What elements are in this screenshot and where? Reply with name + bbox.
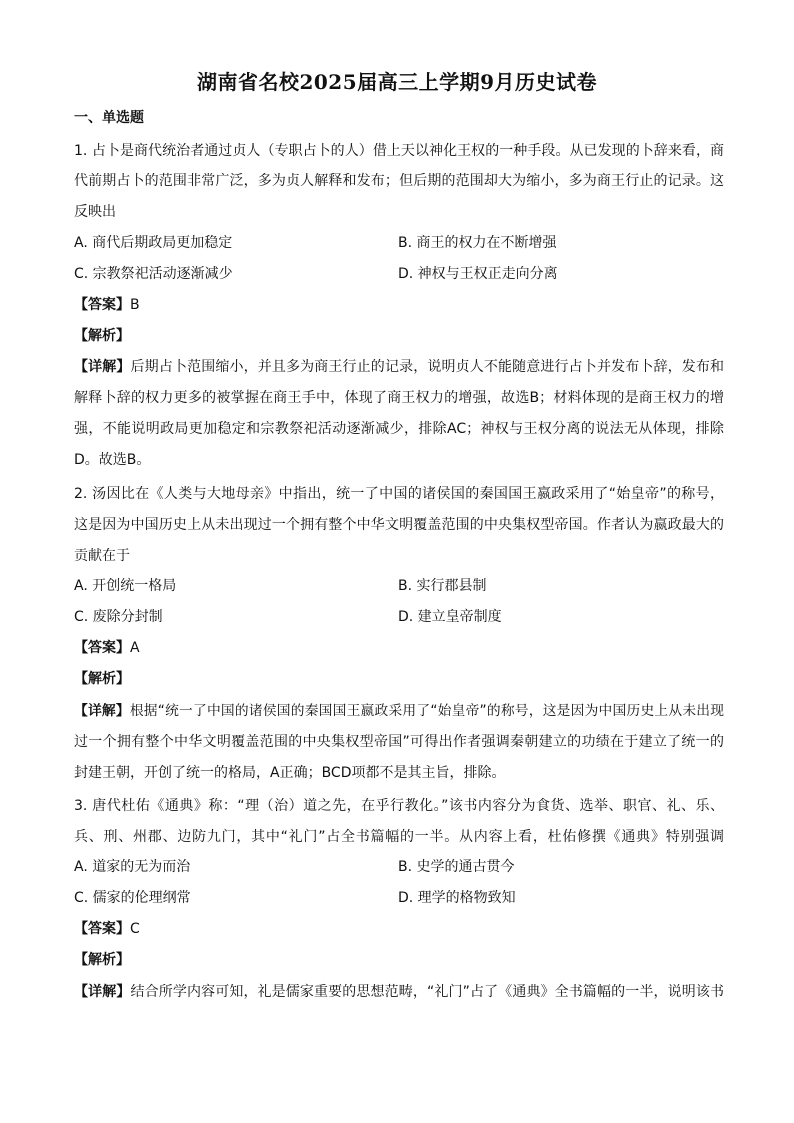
q2-detail-line: 封建王朝，开创了统一的格局，A正确；BCD项都不是其主旨，排除。 [74, 765, 506, 781]
q1-option-d: D. 神权与王权正走向分离 [398, 266, 558, 282]
q3-option-a: A. 道家的无为而治 [74, 859, 191, 875]
q2-option-d: D. 建立皇帝制度 [398, 609, 502, 625]
q2-stem-line: 2. 汤因比在《人类与大地母亲》中指出，统一了中国的诸侯国的秦国国王嬴政采用了“始皇帝”的称号， [74, 486, 724, 502]
q2-detail-line [74, 701, 724, 721]
detail-text: 根据“统一了中国的诸侯国的秦国国王嬴政采用了“始皇帝”的称号，这是因为中国历史上从未出现 [129, 703, 724, 719]
q3-option-d: D. 理学的格物致知 [398, 890, 516, 906]
q3-stem-line: 3. 唐代杜佑《通典》称：“理（治）道之先，在乎行教化。”该书内容分为食货、选举、职官、礼、乐、 [74, 798, 724, 814]
q2-option-a: A. 开创统一格局 [74, 578, 177, 594]
detail-text: 结合所学内容可知，礼是儒家重要的思想范畴，“礼门”占了《通典》全书篇幅的一半，说明该书 [130, 984, 724, 1000]
q2-stem-line: 贡献在于 [74, 548, 130, 564]
q1-detail-line: 强，不能说明政局更加稳定和宗教祭祀活动逐渐减少，排除AC；神权与王权分离的说法无从体现，排除 [74, 421, 724, 437]
q1-detail-line: D。故选B。 [74, 452, 151, 468]
answer-tag: 【答案】 [74, 297, 130, 313]
q3-detail-line [74, 982, 724, 1002]
q2-answer [74, 638, 724, 658]
q3-answer [74, 919, 724, 939]
q1-stem-line: 1. 占卜是商代统治者通过贞人（专职占卜的人）借上天以神化王权的一种手段。从已发现的卜辞来看，商 [74, 143, 724, 159]
q1-analysis-tag: 【解析】 [74, 328, 130, 344]
q1-stem-line: 反映出 [74, 204, 116, 220]
q1-detail-line: 解释卜辞的权力更多的被掌握在商王手中，体现了商王权力的增强，故选B；材料体现的是商王权力的增 [74, 390, 724, 406]
detail-tag: 【详解】 [74, 703, 130, 719]
answer-value: B [130, 297, 140, 313]
q3-stem-line: 兵、刑、州郡、边防九门，其中“礼门”占全书篇幅的一半。从内容上看，杜佑修撰《通典》特别强调 [74, 829, 724, 845]
q3-option-b: B. 史学的通古贯今 [398, 859, 515, 875]
section-heading: 一、单选题 [74, 110, 144, 126]
detail-tag: 【详解】 [74, 359, 131, 375]
q2-option-b: B. 实行郡县制 [398, 578, 487, 594]
q1-option-c: C. 宗教祭祀活动逐渐减少 [74, 266, 233, 282]
q1-option-a: A. 商代后期政局更加稳定 [74, 235, 233, 251]
detail-tag: 【详解】 [74, 984, 131, 1000]
q2-stem-line: 这是因为中国历史上从未出现过一个拥有整个中华文明覆盖范围的中央集权型帝国。作者认为嬴政最大的 [74, 517, 724, 533]
detail-text: 后期占卜范围缩小，并且多为商王行止的记录，说明贞人不能随意进行占卜并发布卜辞，发布和 [130, 359, 725, 375]
q2-option-c: C. 废除分封制 [74, 609, 163, 625]
q2-detail-line: 过一个拥有整个中华文明覆盖范围的中央集权型帝国”可得出作者强调秦朝建立的功绩在于建立了统一的 [74, 734, 724, 750]
answer-value: A [130, 640, 140, 656]
q1-option-b: B. 商王的权力在不断增强 [398, 235, 557, 251]
answer-tag: 【答案】 [74, 640, 130, 656]
exam-title: 湖南省名校2025届高三上学期9月历史试卷 [196, 70, 598, 94]
answer-tag: 【答案】 [74, 921, 130, 937]
answer-value: C [130, 921, 140, 937]
q1-detail-line [74, 357, 724, 377]
q3-option-c: C. 儒家的伦理纲常 [74, 890, 191, 906]
q1-answer [74, 295, 724, 315]
q3-analysis-tag: 【解析】 [74, 952, 130, 968]
q1-stem-line: 代前期占卜的范围非常广泛，多为贞人解释和发布；但后期的范围却大为缩小，多为商王行止的记录。这 [74, 173, 724, 189]
q2-analysis-tag: 【解析】 [74, 671, 130, 687]
